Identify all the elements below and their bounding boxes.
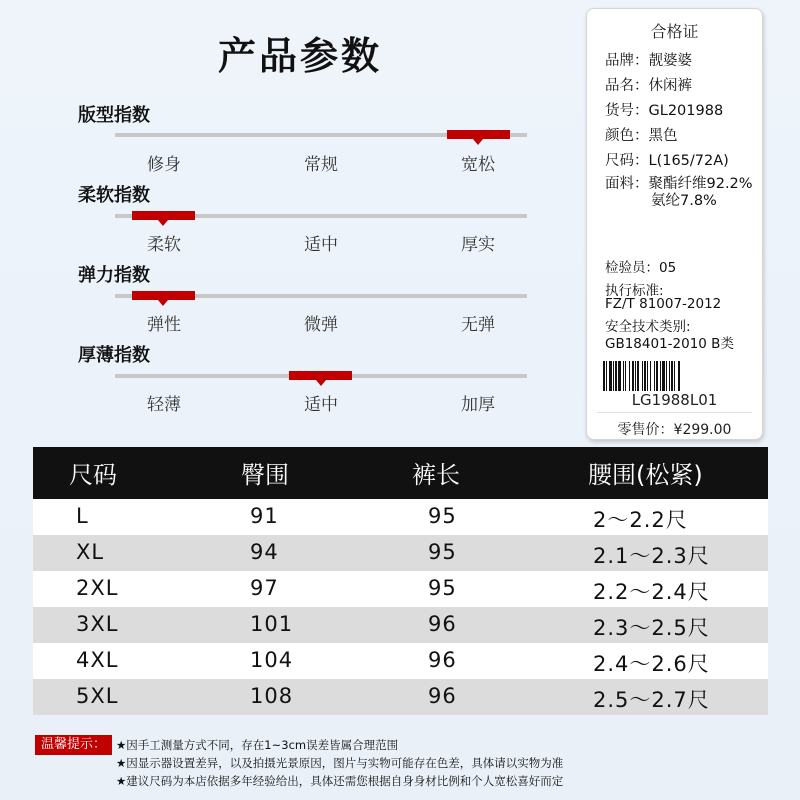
table-row [33,535,768,571]
param-track [115,214,527,218]
size-table [33,447,768,715]
param-level: 加厚 [461,395,495,415]
param-level: 适中 [304,235,338,255]
param-level: 无弹 [461,315,495,335]
notice-label: 温馨提示： [35,735,112,755]
param-name: 版型指数 [78,105,150,126]
param-marker [289,371,352,380]
column-header: 腰围(松紧) [588,461,703,489]
param-marker [132,211,195,220]
tag-safety-value: GB18401-2010 B类 [605,336,734,352]
param-name: 厚薄指数 [78,345,150,366]
table-cell: 96 [428,684,457,708]
param-level: 柔软 [147,235,181,255]
tag-title: 合格证 [650,22,699,41]
table-cell: 96 [428,648,457,672]
table-row [33,643,768,679]
column-header: 裤长 [412,461,460,489]
param-track [115,374,527,378]
tag-divider [597,412,752,413]
tag-fabric-2: 氨纶7.8% [651,193,717,209]
table-cell: 2XL [76,576,119,600]
tag-brand: 品牌：靓婆婆 [605,53,692,69]
table-cell: 95 [428,576,457,600]
param-level: 厚实 [461,235,495,255]
table-cell: 108 [250,684,294,708]
page-title: 产品参数 [218,34,383,78]
table-cell: 101 [250,612,294,636]
table-cell: 96 [428,612,457,636]
param-marker [447,130,510,139]
table-cell: 2.1～2.3尺 [593,544,710,568]
table-cell: 95 [428,540,457,564]
table-cell: 2.2～2.4尺 [593,580,710,604]
param-level: 常规 [304,155,338,175]
param-level: 适中 [304,395,338,415]
table-row [33,607,768,643]
table-cell: 3XL [76,612,119,636]
tag-standard-value: FZ/T 81007-2012 [605,296,722,312]
param-level: 轻薄 [147,395,181,415]
tag-size: 尺码：L(165/72A) [605,153,729,169]
tag-price: 零售价：¥299.00 [617,422,732,438]
tag-inspector: 检验员：05 [605,260,677,276]
table-row [33,679,768,715]
param-level: 微弹 [304,315,338,335]
table-row [33,499,768,535]
table-cell: 95 [428,504,457,528]
table-header [33,447,768,499]
table-cell: 104 [250,648,294,672]
tag-color: 颜色：黑色 [605,128,678,144]
table-row [33,571,768,607]
notice-line: ★建议尺码为本店依据多年经验给出，具体还需您根据自身身材比例和个人宽松喜好而定 [116,774,564,788]
table-cell: 2.5～2.7尺 [593,688,710,712]
table-cell: 2～2.2尺 [593,508,688,532]
table-cell: 94 [250,540,279,564]
param-marker [132,291,195,300]
table-cell: 5XL [76,684,119,708]
table-cell: XL [76,540,105,564]
param-level: 宽松 [461,155,495,175]
notice-line: ★因显示器设置差异，以及拍摄光景原因，图片与实物可能存在色差，具体请以实物为准 [116,756,564,770]
table-cell: L [76,504,89,528]
param-track [115,294,527,298]
tag-safety-label: 安全技术类别: [605,319,691,335]
param-level: 弹性 [147,315,181,335]
param-name: 柔软指数 [78,185,150,206]
tag-product: 品名：休闲裤 [605,78,692,94]
tag-fabric: 面料：聚酯纤维92.2% [605,176,753,192]
tag-standard-label: 执行标准: [605,283,664,299]
table-cell: 2.4～2.6尺 [593,652,710,676]
tag-item-no: 货号：GL201988 [605,103,724,119]
barcode-icon [603,361,747,391]
notice-line: ★因手工测量方式不同，存在1~3cm误差皆属合理范围 [116,738,399,752]
column-header: 臀围 [241,461,289,489]
certificate-tag [586,8,763,440]
table-cell: 97 [250,576,279,600]
barcode-text: LG1988L01 [631,391,718,409]
param-name: 弹力指数 [78,265,150,286]
table-cell: 2.3～2.5尺 [593,616,710,640]
table-cell: 4XL [76,648,119,672]
param-track [115,133,527,137]
table-cell: 91 [250,504,279,528]
param-level: 修身 [147,155,181,175]
column-header: 尺码 [69,461,117,489]
